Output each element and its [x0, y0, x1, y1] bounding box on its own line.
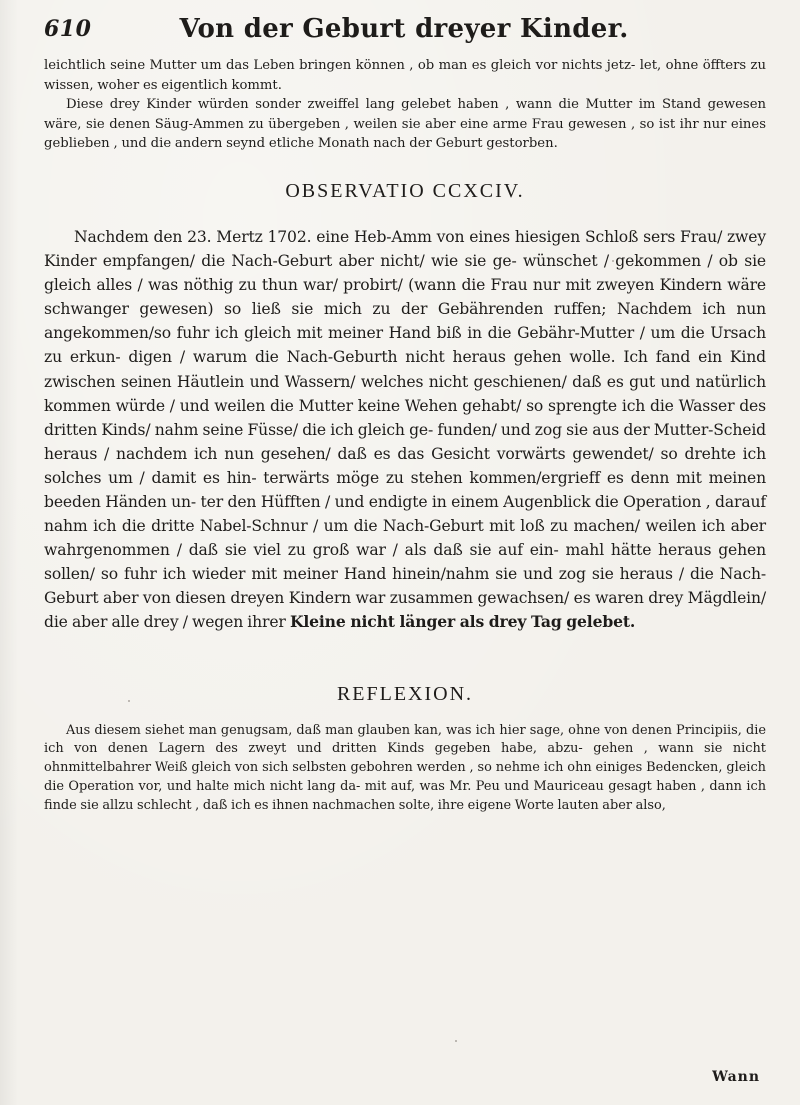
- page-number: 610: [44, 16, 92, 42]
- intro-paragraph-2: Diese drey Kinder würden sonder zweiffel lang gelebet haben , wann die Mutter im Stand gewesen wäre, sie denen Säug-Ammen zu übergeben , weilen sie aber eine arme Frau gewesen , so ist ihr nur eines geblieben , und die andern seynd etliche Monath nach der Geburt gestorben.: [44, 97, 766, 152]
- reflexion-text: [44, 722, 766, 816]
- catchword: Wann: [712, 1069, 760, 1085]
- page-header: [44, 10, 766, 44]
- observation-heading: OBSERVATIO CCXCIV.: [285, 179, 525, 202]
- intro-text: [44, 56, 766, 154]
- reflexion-heading: REFLEXION.: [336, 682, 474, 705]
- paper-speck: [128, 700, 130, 702]
- observation-paragraph: [44, 225, 766, 635]
- paper-speck: [612, 260, 614, 262]
- running-title: Von der Geburt dreyer Kinder.: [179, 14, 629, 44]
- paper-speck: [455, 1040, 457, 1042]
- observation-body: Nachdem den 23. Mertz 1702. eine Heb-Amm von eines hiesigen Schloß sers Frau/ zwey Kinder empfangen/ die Nach-Geburt aber nicht/ wie sie ge- wünschet / gekommen / ob sie gleich alles / was nöthig zu thun war/ probirt/ (wann die Frau nur mit zweyen Kindern wäre schwanger gewesen) so ließ sie mich zu der Gebährenden ruffen; Nachdem ich nun angekommen/so fuhr ich gleich mit meiner Hand biß in die Gebähr-Mutter / um die Ursach zu erkun- digen / warum die Nach-Geburth nicht heraus gehen wolle. Ich fand ein Kind zwischen seinen Häutlein und Wassern/ welches nicht geschienen/ daß es gut und natürlich kommen würde / und weilen die Mutter keine Wehen gehabt/ so sprengte ich die Wasser des dritten Kinds/ nahm seine Füsse/ die ich gleich ge- funden/ und zog sie aus der Mutter-Scheid heraus / nachdem ich nun gesehen/ daß es das Gesicht vorwärts gewendet/ so drehte ich solches um / damit es hin- terwärts möge zu stehen kommen/ergrieff es denn mit meinen beeden Händen un- ter den Hüfften / und endigte in einem Augenblick die Operation , darauf nahm ich die dritte Nabel-Schnur / um die Nach-Geburt mit loß zu machen/ weilen ich aber wahrgenommen / daß sie viel zu groß war / als daß sie auf ein- mahl hätte heraus gehen sollen/ so fuhr ich wieder mit meiner Hand hinein/nahm sie und zog sie heraus / die Nach-Geburt aber von diesen dreyen Kindern war zusammen gewachsen/ es waren drey Mägdlein/ die aber alle drey / wegen ihrer: [44, 227, 766, 632]
- reflexion-paragraph: Aus diesem siehet man genugsam, daß man glauben kan, was ich hier sage, ohne von denen Principiis, die ich von denen Lagern des zweyt und dritten Kinds gegeben habe, abzu- gehen , wann sie nicht ohnmittelbahrer Weiß gleich von sich selbsten gebohren werden , so nehme ich ohn einiges Bedencken, gleich die Operation vor, und halte mich nicht lang da- mit auf, was Mr. Peu und Mauriceau gesagt haben , dann ich finde sie allzu schlecht , daß ich es ihnen nachmachen solte, ihre eigene Worte lauten aber also,: [44, 722, 766, 813]
- observation-text: [44, 225, 766, 635]
- observation-closing: Kleine nicht länger als drey Tag gelebet.: [289, 612, 636, 632]
- intro-paragraph-1: leichtlich seine Mutter um das Leben bringen können , ob man es gleich vor nichts jetz- let, ohne öffters zu wissen, woher es eigentlich kommt.: [44, 58, 766, 93]
